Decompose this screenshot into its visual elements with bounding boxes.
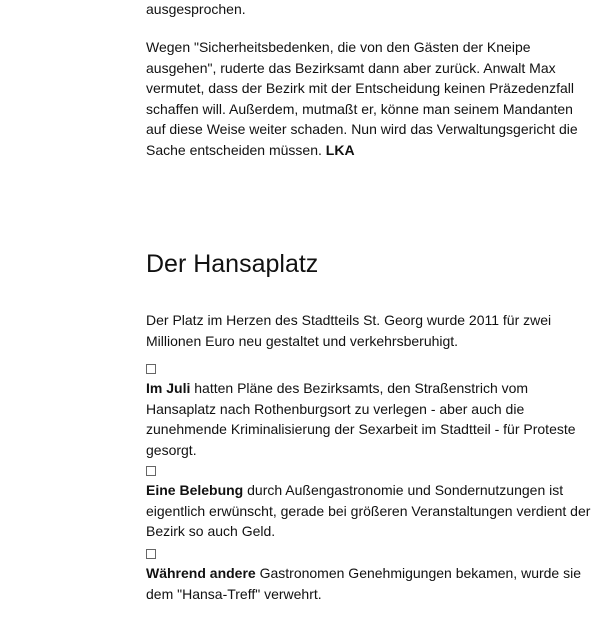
author-tag: LKA <box>325 141 355 158</box>
fact-item-1 <box>146 364 591 460</box>
intro-paragraph-tail <box>146 0 591 20</box>
wegen-paragraph-text: Wegen "Sicherheitsbedenken, die von den Gästen der Kneipe ausgehen", ruderte das Bezirksamt dann aber zurück. Anwalt Max vermutet, dass der Bezirk mit der Entscheidung keinen Präzedenzfall schaffen will. Außerdem, mutmaßt er, könne man seinem Mandanten auf diese Weise weiter schaden. Nun wird das Verwaltungsgericht die Sache entscheiden müssen. <box>146 39 578 158</box>
fact-item-text <box>146 480 591 542</box>
fact-item-lead: Eine Belebung <box>146 482 244 498</box>
fact-item-2 <box>146 466 591 542</box>
intro-tail-text: ausgesprochen. <box>146 1 246 17</box>
fact-item-body: Gastronomen Genehmigungen bekamen, wurde sie dem "Hansa-Treff" verwehrt. <box>146 565 582 602</box>
checkbox-icon[interactable] <box>146 466 156 476</box>
wegen-paragraph <box>146 37 591 160</box>
fact-item-body: hatten Pläne des Bezirksamts, den Straßenstrich vom Hansaplatz nach Rothenburgsort zu verlegen - aber auch die zunehmende Kriminalisierung der Sexarbeit im Stadtteil - für Proteste gesorgt. <box>146 380 576 458</box>
fact-item-text <box>146 378 591 460</box>
fact-item-body: durch Außengastronomie und Sondernutzungen ist eigentlich erwünscht, gerade bei größeren Veranstaltungen verdient der Bezirk so auch Geld. <box>146 482 591 539</box>
fact-item-lead: Während andere <box>146 565 256 581</box>
section-heading: Der Hansaplatz <box>146 250 319 278</box>
fact-item-lead: Im Juli <box>146 380 191 396</box>
checkbox-icon[interactable] <box>146 549 156 559</box>
fact-item-text <box>146 563 591 604</box>
checkbox-icon[interactable] <box>146 364 156 374</box>
fact-item-3 <box>146 549 591 604</box>
hansaplatz-intro: Der Platz im Herzen des Stadtteils St. Georg wurde 2011 für zwei Millionen Euro neu gestaltet und verkehrsberuhigt. <box>146 312 552 349</box>
